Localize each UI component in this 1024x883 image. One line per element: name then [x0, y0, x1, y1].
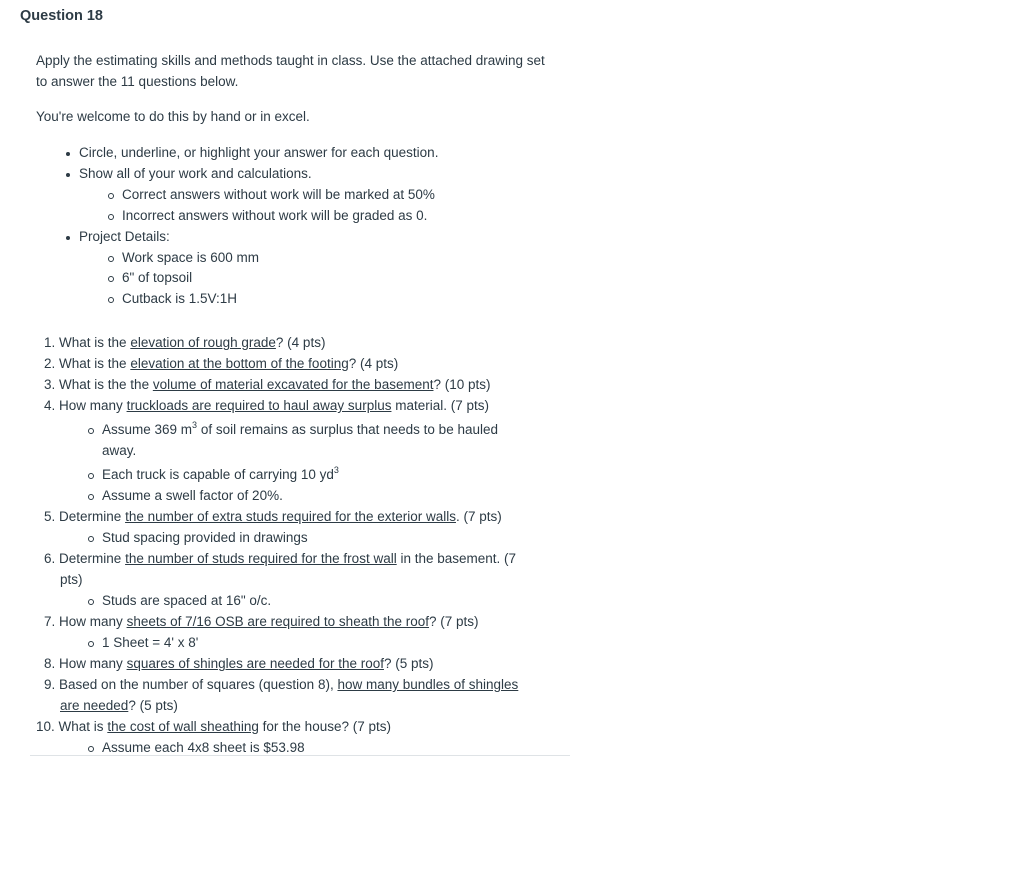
question-highlight: the number of studs required for the frost wall	[125, 551, 397, 566]
bullet-dot	[66, 152, 70, 156]
question-points: material. (7 pts)	[391, 398, 489, 413]
sub-bullet-circle	[88, 473, 94, 479]
question-number: 1.	[44, 335, 56, 350]
project-detail: 6" of topsoil	[122, 270, 193, 285]
question-points: in the basement. (7	[396, 551, 517, 566]
question-points: ? (5 pts)	[128, 698, 178, 713]
question-item	[44, 356, 398, 371]
bullet-dot	[66, 236, 70, 240]
question-points: ? (5 pts)	[383, 656, 434, 671]
question-item	[44, 377, 491, 392]
question-number: 2.	[44, 356, 56, 371]
sub-bullet-circle	[88, 494, 94, 500]
question-text: What is the the	[59, 377, 153, 392]
question-item	[44, 551, 516, 566]
question-highlight: truckloads are required to haul away surplus	[126, 398, 392, 413]
question-item	[44, 398, 489, 413]
question-number: 4.	[44, 398, 56, 413]
superscript: 3	[192, 420, 198, 430]
question-text: What is	[58, 719, 108, 734]
sub-bullet-circle	[108, 297, 114, 303]
question-note: Assume a swell factor of 20%.	[102, 488, 283, 503]
question-item	[44, 677, 518, 692]
sub-bullet-circle	[88, 428, 94, 434]
question-item	[36, 719, 391, 734]
question-highlight: are needed	[60, 698, 129, 713]
question-number: 6.	[44, 551, 56, 566]
question-text: How many	[59, 398, 127, 413]
question-number: 3.	[44, 377, 56, 392]
content-divider	[30, 755, 570, 756]
question-points: ? (10 pts)	[433, 377, 491, 392]
question-text: Based on the number of squares (question 8),	[59, 677, 338, 692]
bullet-dot	[66, 173, 70, 177]
question-text-cont: pts)	[60, 572, 83, 587]
question-text: Determine	[59, 551, 126, 566]
sub-bullet-circle	[108, 193, 114, 199]
superscript: 3	[333, 465, 339, 475]
question-text: Determine	[59, 509, 126, 524]
question-highlight: sheets of 7/16 OSB are required to sheath the roof	[126, 614, 430, 629]
question-header	[0, 0, 1024, 34]
question-text: How many	[59, 656, 127, 671]
question-note: Assume each 4x8 sheet is $53.98	[102, 740, 305, 755]
sub-bullet-circle	[88, 599, 94, 605]
question-number: 9.	[44, 677, 56, 692]
sub-bullet-circle	[88, 746, 94, 752]
instruction-item: Project Details:	[79, 229, 170, 244]
question-title: Question 18	[20, 8, 103, 24]
question-item	[44, 509, 502, 524]
question-points: ? (4 pts)	[275, 335, 326, 350]
intro-line-2: to answer the 11 questions below.	[36, 74, 239, 89]
note-text: Each truck is capable of carrying 10 yd	[102, 467, 334, 482]
sub-bullet-circle	[108, 276, 114, 282]
question-note-cont: away.	[102, 443, 137, 458]
note-text: Assume 369 m	[102, 422, 193, 437]
intro-line-3: You're welcome to do this by hand or in excel.	[36, 109, 310, 124]
question-highlight: elevation of rough grade	[130, 335, 276, 350]
question-note: Studs are spaced at 16" o/c.	[102, 593, 272, 608]
question-note	[102, 467, 339, 482]
instruction-subitem: Incorrect answers without work will be graded as 0.	[122, 208, 428, 223]
question-number: 8.	[44, 656, 56, 671]
question-text-cont	[60, 698, 178, 713]
sub-bullet-circle	[108, 214, 114, 220]
question-text: What is the	[59, 356, 131, 371]
sub-bullet-circle	[88, 536, 94, 542]
question-note: Stud spacing provided in drawings	[102, 530, 308, 545]
question-item	[44, 335, 325, 350]
sub-bullet-circle	[88, 641, 94, 647]
intro-line-1: Apply the estimating skills and methods taught in class. Use the attached drawing set	[36, 53, 545, 68]
question-highlight: elevation at the bottom of the footing	[130, 356, 349, 371]
question-highlight: how many bundles of shingles	[337, 677, 519, 692]
question-points: ? (4 pts)	[348, 356, 399, 371]
project-detail: Work space is 600 mm	[122, 250, 260, 265]
project-detail: Cutback is 1.5V:1H	[122, 291, 238, 306]
question-note: 1 Sheet = 4' x 8'	[102, 635, 199, 650]
question-item	[44, 656, 434, 671]
question-item	[44, 614, 479, 629]
note-text: of soil remains as surplus that needs to be hauled	[197, 422, 498, 437]
instruction-subitem: Correct answers without work will be marked at 50%	[122, 187, 435, 202]
question-text: How many	[59, 614, 127, 629]
instruction-item: Show all of your work and calculations.	[79, 166, 312, 181]
question-text: What is the	[59, 335, 131, 350]
question-points: for the house? (7 pts)	[258, 719, 391, 734]
question-number: 10.	[36, 719, 55, 734]
question-highlight: squares of shingles are needed for the roof	[126, 656, 384, 671]
question-highlight: the number of extra studs required for the exterior walls	[125, 509, 456, 524]
question-points: ? (7 pts)	[429, 614, 479, 629]
question-highlight: volume of material excavated for the basement	[152, 377, 434, 392]
sub-bullet-circle	[108, 256, 114, 262]
question-points: . (7 pts)	[455, 509, 502, 524]
instruction-item: Circle, underline, or highlight your answer for each question.	[79, 145, 439, 160]
question-highlight: the cost of wall sheathing	[107, 719, 259, 734]
question-note	[102, 422, 498, 437]
question-number: 5.	[44, 509, 56, 524]
question-number: 7.	[44, 614, 56, 629]
